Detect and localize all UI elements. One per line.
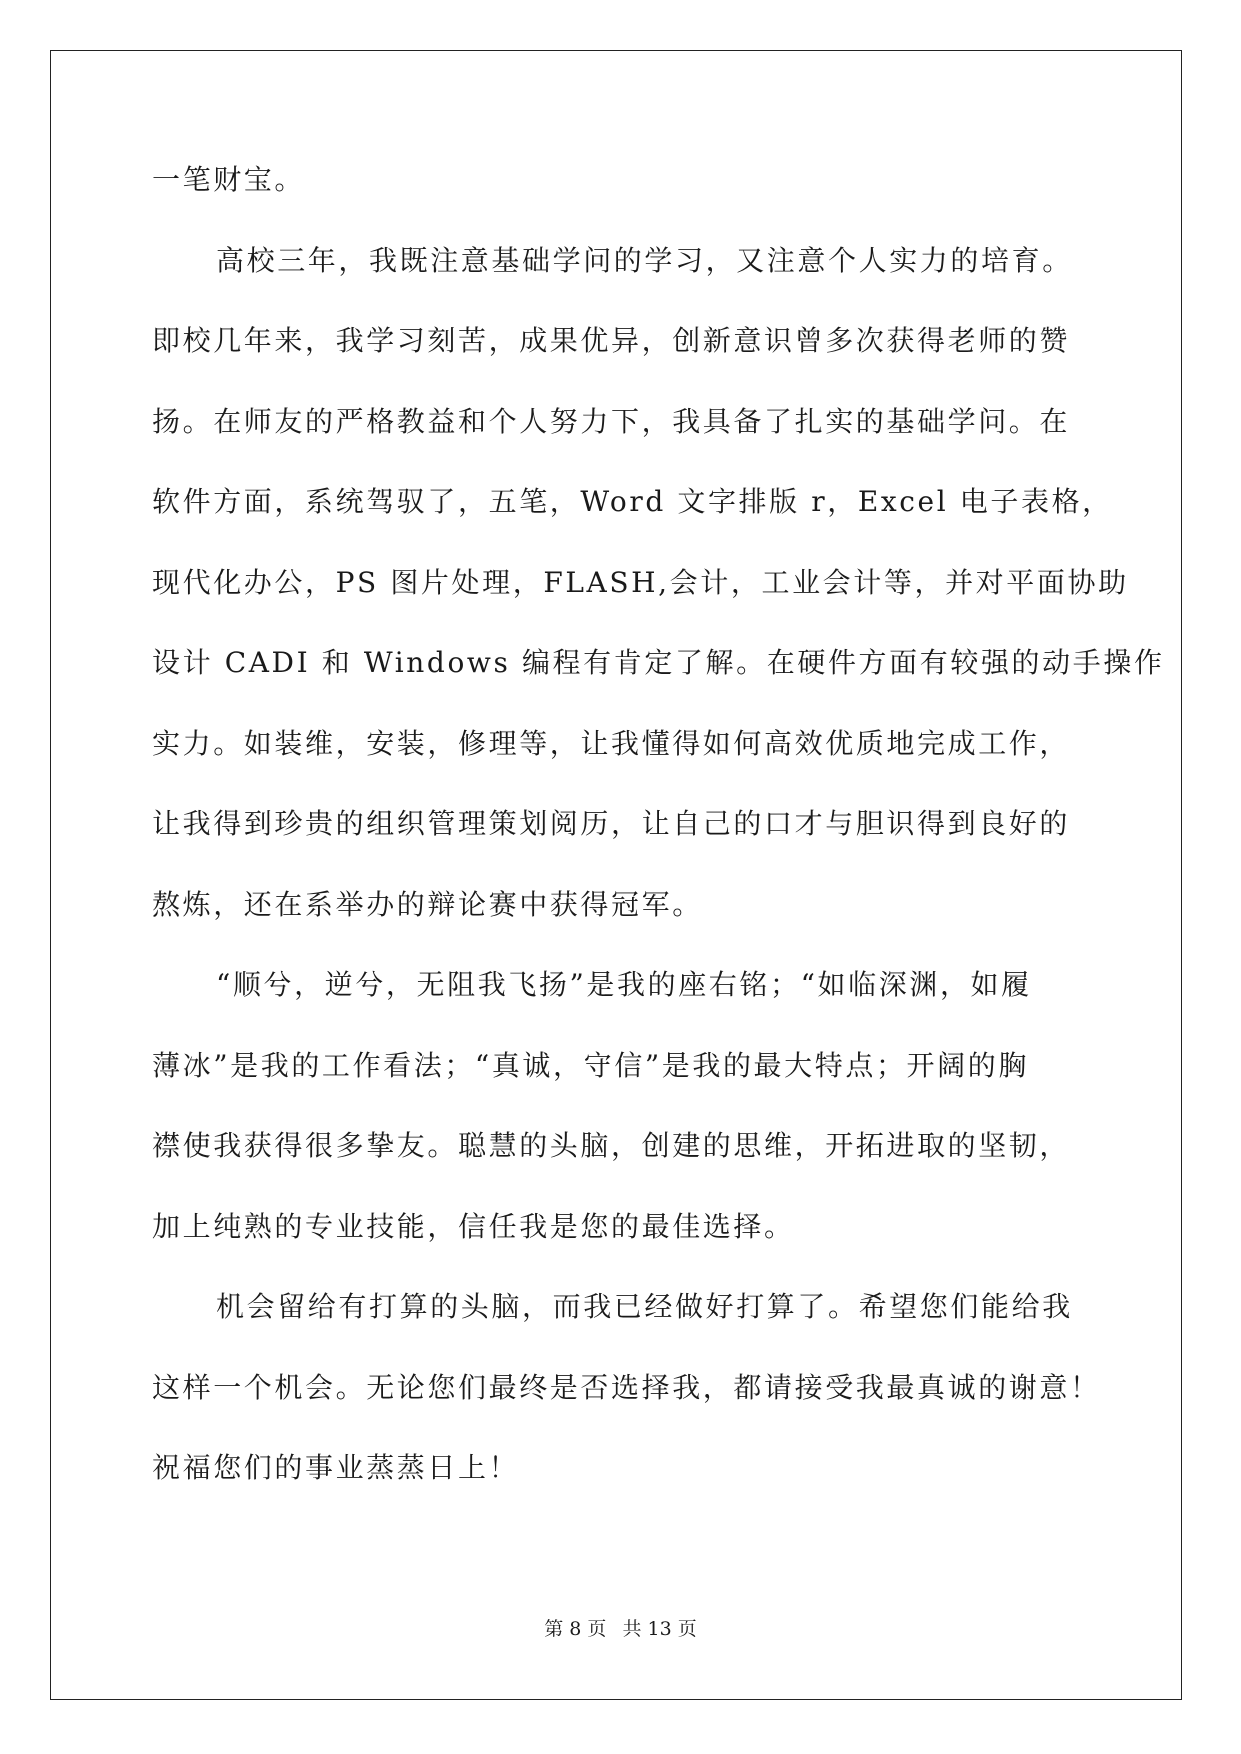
text-line: 现代化办公，PS 图片处理，FLASH,会计，工业会计等，并对平面协助 (152, 565, 1129, 599)
page-total: 共 13 页 (622, 1618, 697, 1640)
text-line: 即校几年来，我学习刻苦，成果优异，创新意识曾多次获得老师的赞 (152, 324, 1071, 357)
text-line: 让我得到珍贵的组织管理策划阅历，让自己的口才与胆识得到良好的 (152, 807, 1071, 840)
paragraph-start-line: “顺兮，逆兮，无阻我飞扬”是我的座右铭；“如临深渊，如履 (216, 968, 1032, 1001)
page-footer (0, 1614, 1241, 1641)
text-line: 襟使我获得很多挚友。聪慧的头脑，创建的思维，开拓进取的坚韧， (152, 1129, 1071, 1162)
text-line: 设计 CADI 和 Windows 编程有肯定了解。在硬件方面有较强的动手操作 (152, 646, 1165, 679)
text-line: 祝福您们的事业蒸蒸日上！ (152, 1451, 520, 1484)
document-body (152, 160, 1165, 1529)
text-line: 实力。如装维，安装，修理等，让我懂得如何高效优质地完成工作， (152, 726, 1071, 760)
text-line: 软件方面，系统驾驭了，五笔，Word 文字排版 r，Excel 电子表格， (152, 485, 1113, 518)
text-line: 加上纯熟的专业技能，信任我是您的最佳选择。 (152, 1209, 795, 1243)
text-line: 熬炼，还在系举办的辩论赛中获得冠军。 (152, 887, 703, 921)
paragraph-start-line: 高校三年，我既注意基础学问的学习，又注意个人实力的培育。 (216, 243, 1073, 277)
text-line: 一笔财宝。 (152, 163, 306, 196)
text-line: 扬。在师友的严格教益和个人努力下，我具备了扎实的基础学问。在 (152, 404, 1071, 438)
text-line: 这样一个机会。无论您们最终是否选择我，都请接受我最真诚的谢意！ (152, 1370, 1101, 1404)
text-line: 薄冰”是我的工作看法；“真诚，守信”是我的最大特点；开阔的胸 (152, 1048, 1029, 1082)
paragraph-start-line: 机会留给有打算的头脑，而我已经做好打算了。希望您们能给我 (216, 1290, 1073, 1323)
page-number: 第 8 页 (544, 1618, 607, 1640)
